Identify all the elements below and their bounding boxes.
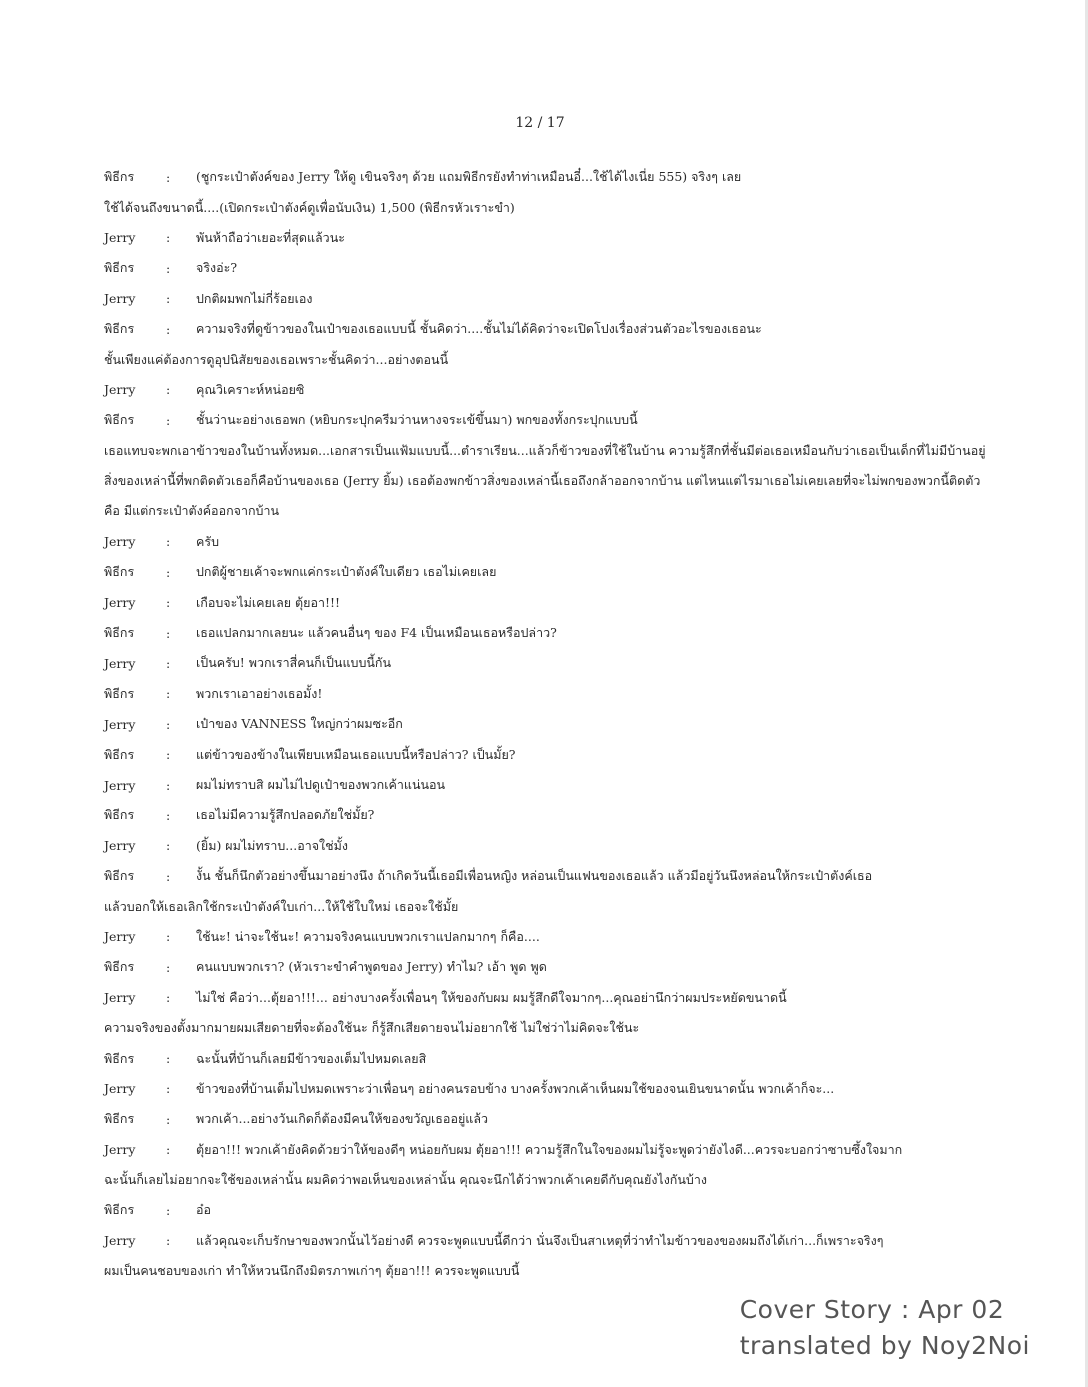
speaker-separator: : xyxy=(166,747,171,763)
dialogue-text: สิ่งของเหล่านี้ที่พกติดตัวเธอก็คือบ้านของเธอ (Jerry ยิ้ม) เธอต้องพกข้าวสิ่งของเหล่านี้เธอถึงกล้าออกจากบ้าน แต่ไหนแต่ไรมาเธอไม่เคยเลยที่จะไม่พกของพวกนี้ติดตัว xyxy=(104,473,981,489)
speaker-separator: : xyxy=(166,169,171,185)
transcript-line xyxy=(104,770,944,800)
speaker-name: Jerry xyxy=(104,655,136,671)
transcript-line xyxy=(104,1013,944,1043)
dialogue-text: ครับ xyxy=(196,533,220,549)
speaker-separator: : xyxy=(166,1142,171,1158)
dialogue-text: เธอแทบจะพกเอาข้าวของในบ้านทั้งหมด...เอกสารเป็นแฟ้มแบบนี้...ตำราเรียน...แล้วก็ข้าวของที่ใช้ในบ้าน ความรู้สึกที่ชั้นมีต่อเธอเหมือนกับว่าเธอเป็นเด็กที่ไม่มีบ้านอยู่ xyxy=(104,442,986,458)
dialogue-text: ผมไม่ทราบสิ ผมไม่ไปดูเป๋าของพวกเค้าแน่นอน xyxy=(196,777,446,792)
dialogue-text: ใช้ได้จนถึงขนาดนี้....(เปิดกระเป๋าตังค์ดูเพื่อนับเงิน) 1,500 (พิธีกรหัวเราะขำ) xyxy=(104,199,515,215)
speaker-separator: : xyxy=(166,382,171,398)
transcript-line xyxy=(104,952,944,982)
speaker-name: พิธีกร xyxy=(104,959,135,975)
speaker-separator: : xyxy=(166,534,171,550)
speaker-separator: : xyxy=(166,1111,171,1127)
speaker-name: Jerry xyxy=(104,595,136,611)
speaker-name: พิธีกร xyxy=(104,412,135,428)
dialogue-text: ชั้นว่านะอย่างเธอพก (หยิบกระปุกครีมว่านหางจระเข้ขึ้นมา) พกของทั้งกระปุกแบบนี้ xyxy=(196,412,638,428)
speaker-name: Jerry xyxy=(104,534,136,550)
speaker-separator: : xyxy=(166,291,171,307)
watermark xyxy=(740,1292,1030,1364)
speaker-name: พิธีกร xyxy=(104,1111,135,1127)
dialogue-text: แต่ข้าวของข้างในเพียบเหมือนเธอแบบนี้หรือปล่าว? เป็นมั้ย? xyxy=(196,746,516,762)
transcript-line xyxy=(104,1165,944,1195)
speaker-name: Jerry xyxy=(104,230,136,246)
speaker-separator: : xyxy=(166,230,171,246)
watermark-title: Cover Story : Apr 02 xyxy=(739,1295,1005,1324)
speaker-separator: : xyxy=(166,1202,171,1218)
transcript-line xyxy=(104,983,944,1013)
speaker-separator: : xyxy=(166,321,171,337)
speaker-name: Jerry xyxy=(104,382,136,398)
speaker-name: Jerry xyxy=(104,1081,136,1097)
transcript-line xyxy=(104,1195,944,1225)
dialogue-text: คนแบบพวกเรา? (หัวเราะขำคำพูดของ Jerry) ทำไม? เอ้า พูด พูด xyxy=(196,959,547,975)
speaker-separator: : xyxy=(166,625,171,641)
speaker-name: พิธีกร xyxy=(104,746,135,762)
dialogue-text: ข้าวของที่บ้านเต็มไปหมดเพราะว่าเพื่อนๆ อย่างคนรอบข้าง บางครั้งพวกเค้าเห็นผมใช้ของจนเยินขนาดนั้น พวกเค้าก็จะ... xyxy=(196,1080,835,1096)
transcript-line xyxy=(104,223,944,253)
transcript-line xyxy=(104,162,944,192)
transcript-line xyxy=(104,253,944,283)
transcript-line xyxy=(104,1074,944,1104)
speaker-separator: : xyxy=(166,929,171,945)
transcript-line xyxy=(104,436,986,466)
transcript-line xyxy=(104,557,944,587)
dialogue-text: ปกติผู้ชายเค้าจะพกแค่กระเป๋าตังค์ใบเดียว เธอไม่เคยเลย xyxy=(196,564,497,580)
transcript-line xyxy=(104,314,944,344)
transcript-line xyxy=(104,1043,944,1073)
speaker-separator: : xyxy=(166,412,171,428)
transcript-line xyxy=(104,922,944,952)
dialogue-text: ฉะนั้นที่บ้านก็เลยมีข้าวของเต็มไปหมดเลยสิ xyxy=(196,1050,427,1066)
speaker-separator: : xyxy=(166,807,171,823)
speaker-separator: : xyxy=(166,959,171,975)
speaker-separator: : xyxy=(166,716,171,732)
transcript-line xyxy=(104,1256,944,1286)
dialogue-text: งั้น ชั้นก็นึกตัวอย่างขึ้นมาอย่างนึง ถ้าเกิดวันนี้เธอมีเพื่อนหญิง หล่อนเป็นแฟนของเธอแล้ว แล้วมีอยู่วันนึงหล่อนให้กระเป๋าตังค์เธอ xyxy=(196,868,873,884)
speaker-separator: : xyxy=(166,686,171,702)
dialogue-text: เกือบจะไม่เคยเลย ตุ้ยอา!!! xyxy=(196,594,341,610)
speaker-separator: : xyxy=(166,777,171,793)
speaker-name: พิธีกร xyxy=(104,807,135,823)
dialogue-text: เป๋าของ VANNESS ใหญ่กว่าผมซะอีก xyxy=(196,716,403,732)
transcript-line xyxy=(104,891,944,921)
transcript-line xyxy=(104,739,944,769)
watermark-credit: translated by Noy2Noi xyxy=(739,1331,1030,1360)
transcript-line xyxy=(104,375,944,405)
transcript xyxy=(104,162,986,1286)
dialogue-text: พวกเค้า...อย่างวันเกิดก็ต้องมีคนให้ของขวัญเธออยู่แล้ว xyxy=(196,1111,489,1127)
speaker-separator: : xyxy=(166,260,171,276)
speaker-separator: : xyxy=(166,1051,171,1067)
dialogue-text: ใช้นะ! น่าจะใช้นะ! ความจริงคนแบบพวกเราแปลกมากๆ ก็คือ.... xyxy=(196,928,540,944)
speaker-name: Jerry xyxy=(104,777,136,793)
dialogue-text: ปกติผมพกไม่กี่ร้อยเอง xyxy=(196,290,313,306)
transcript-line xyxy=(104,527,944,557)
speaker-name: Jerry xyxy=(104,291,136,307)
dialogue-text: อ๋อ xyxy=(196,1202,212,1218)
speaker-name: พิธีกร xyxy=(104,321,135,337)
dialogue-text: ผมเป็นคนชอบของเก่า ทำให้หวนนึกถึงมิตรภาพเก่าๆ ตุ้ยอา!!! ควรจะพูดแบบนี้ xyxy=(104,1263,520,1279)
speaker-separator: : xyxy=(166,655,171,671)
transcript-line xyxy=(104,405,944,435)
dialogue-text: (ชูกระเป๋าตังค์ของ Jerry ให้ดู เขินจริงๆ ด้วย แถมพิธีกรยังทำท่าเหมือนอี๋...ใช้ได้ไงเนี่ย 555) จริงๆ เลย xyxy=(196,169,742,185)
dialogue-text: แล้วบอกให้เธอเลิกใช้กระเป๋าตังค์ใบเก่า...ให้ใช้ใบใหม่ เธอจะใช้มั้ย xyxy=(104,898,459,914)
transcript-line xyxy=(104,709,944,739)
speaker-name: Jerry xyxy=(104,838,136,854)
speaker-separator: : xyxy=(166,868,171,884)
transcript-line xyxy=(104,618,944,648)
speaker-separator: : xyxy=(166,1233,171,1249)
speaker-name: พิธีกร xyxy=(104,260,135,276)
speaker-separator: : xyxy=(166,595,171,611)
transcript-line xyxy=(104,648,944,678)
speaker-name: พิธีกร xyxy=(104,564,135,580)
speaker-name: Jerry xyxy=(104,929,136,945)
speaker-name: พิธีกร xyxy=(104,868,135,884)
speaker-name: พิธีกร xyxy=(104,169,135,185)
transcript-line xyxy=(104,679,944,709)
transcript-line xyxy=(104,496,944,526)
speaker-name: Jerry xyxy=(104,1142,136,1158)
dialogue-text: เธอแปลกมากเลยนะ แล้วคนอื่นๆ ของ F4 เป็นเหมือนเธอหรือปล่าว? xyxy=(196,625,557,641)
transcript-line xyxy=(104,861,944,891)
dialogue-text: พวกเราเอาอย่างเธอมั้ง! xyxy=(196,685,323,701)
speaker-name: Jerry xyxy=(104,716,136,732)
transcript-line xyxy=(104,800,944,830)
speaker-separator: : xyxy=(166,838,171,854)
transcript-line xyxy=(104,831,944,861)
dialogue-text: ตุ้ยอา!!! พวกเค้ายังคิดด้วยว่าให้ของดีๆ หน่อยกับผม ตุ้ยอา!!! ความรู้สึกในใจของผมไม่รู้จะพูดว่ายังไงดี...ควรจะบอกว่าซาบซึ้งใจมาก xyxy=(196,1141,903,1157)
transcript-line xyxy=(104,466,981,496)
page-number: 12 / 17 xyxy=(515,115,565,131)
speaker-separator: : xyxy=(166,990,171,1006)
transcript-line xyxy=(104,1104,944,1134)
dialogue-text: ฉะนั้นก็เลยไม่อยากจะใช้ของเหล่านั้น ผมคิดว่าพอเห็นของเหล่านั้น คุณจะนึกได้ว่าพวกเค้าเคยดีกับคุณยังไงกันบ้าง xyxy=(104,1172,707,1188)
speaker-name: Jerry xyxy=(104,1233,136,1249)
dialogue-text: คุณวิเคราะห์หน่อยซิ xyxy=(196,381,305,397)
dialogue-text: เป็นครับ! พวกเราสี่คนก็เป็นแบบนี้กัน xyxy=(196,655,392,671)
dialogue-text: ไม่ใช่ คือว่า...ตุ้ยอา!!!... อย่างบางครั้งเพื่อนๆ ให้ของกับผม ผมรู้สึกดีใจมากๆ...คุณอย่านึกว่าผมประหยัดขนาดนี้ xyxy=(196,989,787,1005)
dialogue-text: จริงอ่ะ? xyxy=(196,260,238,276)
transcript-line xyxy=(104,192,944,222)
dialogue-text: แล้วคุณจะเก็บรักษาของพวกนั้นไว้อย่างดี ควรจะพูดแบบนี้ดีกว่า นั่นจึงเป็นสาเหตุที่ว่าทำไมข้าวของของผมถึงได้เก่า...ก็เพราะจริงๆ xyxy=(196,1232,884,1248)
speaker-name: พิธีกร xyxy=(104,625,135,641)
speaker-name: Jerry xyxy=(104,990,136,1006)
transcript-line xyxy=(104,344,944,374)
dialogue-text: คือ มีแต่กระเป๋าตังค์ออกจากบ้าน xyxy=(104,503,280,519)
transcript-line xyxy=(104,1226,944,1256)
speaker-separator: : xyxy=(166,1081,171,1097)
transcript-line xyxy=(104,284,944,314)
speaker-name: พิธีกร xyxy=(104,685,135,701)
dialogue-text: เธอไม่มีความรู้สึกปลอดภัยใช่มั้ย? xyxy=(196,807,375,823)
speaker-name: พิธีกร xyxy=(104,1050,135,1066)
dialogue-text: ความจริงของตั้งมากมายผมเสียดายที่จะต้องใช้นะ ก็รู้สึกเสียดายจนไม่อยากใช้ ไม่ใช่ว่าไม่คิดจะใช้นะ xyxy=(104,1020,640,1036)
speaker-separator: : xyxy=(166,564,171,580)
transcript-line xyxy=(104,1135,944,1165)
dialogue-text: ความจริงที่ดูข้าวของในเป๋าของเธอแบบนี้ ชั้นคิดว่า....ชั้นไม่ได้คิดว่าจะเปิดโปงเรื่องส่วนตัวอะไรของเธอนะ xyxy=(196,321,762,337)
dialogue-text: พันห้าถือว่าเยอะที่สุดแล้วนะ xyxy=(196,229,345,245)
speaker-name: พิธีกร xyxy=(104,1202,135,1218)
dialogue-text: ชั้นเพียงแค่ต้องการดูอุปนิสัยของเธอเพราะชั้นคิดว่า...อย่างตอนนี้ xyxy=(104,351,449,367)
transcript-line xyxy=(104,587,944,617)
dialogue-text: (ยิ้ม) ผมไม่ทราบ...อาจใช่มั้ง xyxy=(196,837,348,853)
